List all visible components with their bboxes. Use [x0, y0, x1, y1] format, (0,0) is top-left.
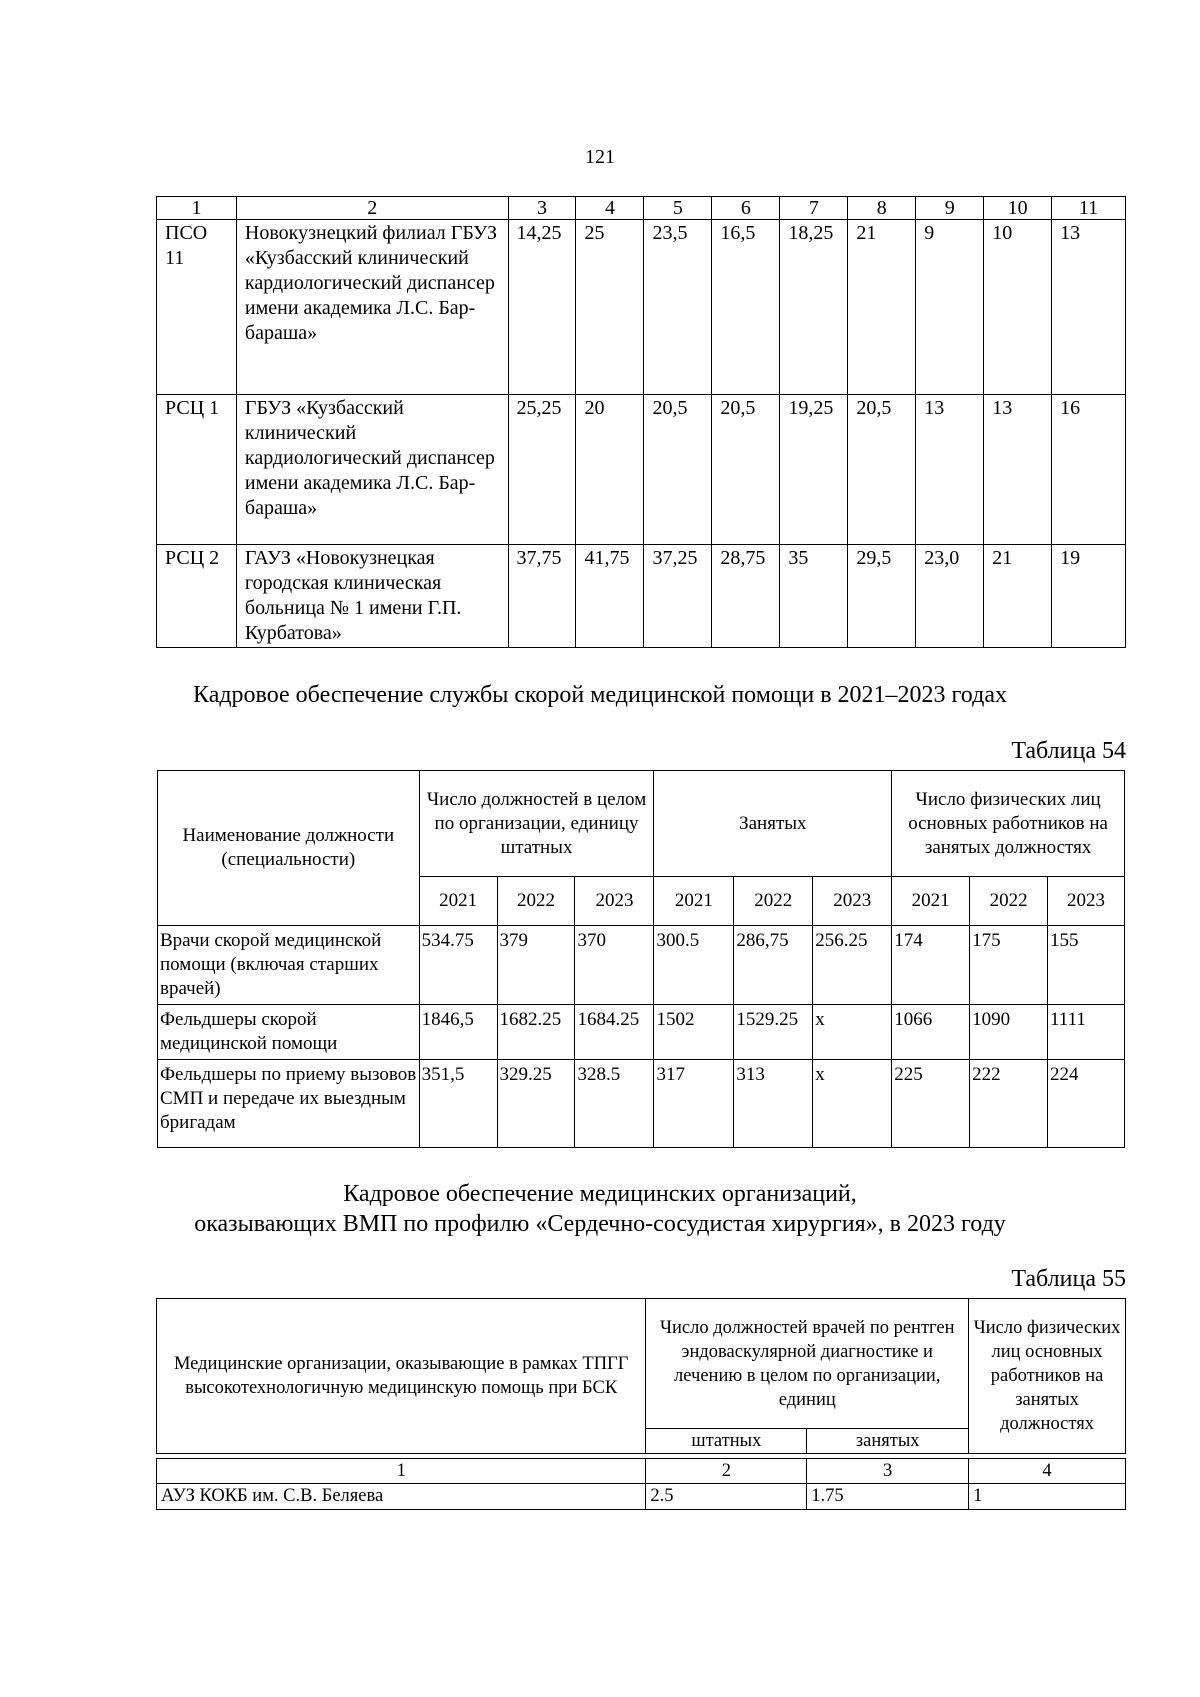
cell-value: 1502 — [654, 1005, 734, 1060]
cell-value: 13 — [916, 395, 984, 545]
column-number: 10 — [984, 197, 1052, 220]
cell-value: 222 — [970, 1060, 1048, 1148]
organization-name: Новокузнецкий филиал ГБУЗ «Кузбасский клинический кардиологический диспансер имени академика Л.С. Бар-бараша» — [236, 220, 508, 395]
year-header: 2023 — [575, 877, 654, 926]
center-code: ПСО 11 — [157, 220, 237, 395]
cell-value: x — [813, 1005, 892, 1060]
section-title-line1: Кадровое обеспечение медицинских организаций, — [343, 1181, 857, 1207]
cell-value: 20,5 — [644, 395, 712, 545]
table-label: Таблица 54 — [1011, 738, 1126, 764]
column-subheader: занятых — [807, 1429, 969, 1454]
section-title-line2: оказывающих ВМП по профилю «Сердечно-сосудистая хирургия», в 2023 году — [194, 1211, 1006, 1237]
cell-value: 328.5 — [575, 1060, 654, 1148]
cell-value: 16,5 — [712, 220, 780, 395]
cell-value: 19,25 — [780, 395, 848, 545]
cell-value: 1684.25 — [575, 1005, 654, 1060]
table-row — [158, 1060, 1125, 1148]
column-number: 2 — [646, 1459, 807, 1484]
column-number: 9 — [916, 197, 984, 220]
column-header: Число физических лиц основных работников на занятых должностях — [969, 1299, 1126, 1454]
center-code: РСЦ 2 — [157, 545, 237, 648]
cell-value: 23,0 — [916, 545, 984, 648]
cell-value: 534.75 — [419, 926, 497, 1005]
cell-value: 13 — [1052, 220, 1126, 395]
cell-value: 379 — [497, 926, 575, 1005]
cell-value: 286,75 — [734, 926, 813, 1005]
column-number: 4 — [969, 1459, 1126, 1484]
cell-value: 1 — [969, 1484, 1126, 1510]
column-header: Наименование должности (специальности) — [158, 771, 420, 926]
table-header-row — [157, 197, 1126, 220]
page-number: 121 — [585, 146, 615, 168]
year-header: 2021 — [892, 877, 970, 926]
cell-value: 9 — [916, 220, 984, 395]
emergency-staffing-table — [157, 770, 1125, 1148]
cell-value: 329.25 — [497, 1060, 575, 1148]
cell-value: 1682.25 — [497, 1005, 575, 1060]
cell-value: x — [813, 1060, 892, 1148]
cell-value: 10 — [984, 220, 1052, 395]
column-group-header: Число физических лиц основных работников на занятых должностях — [892, 771, 1125, 877]
numbering-row — [157, 1459, 1126, 1484]
center-code: РСЦ 1 — [157, 395, 237, 545]
table-row — [158, 926, 1125, 1005]
cell-value: 155 — [1048, 926, 1125, 1005]
cell-value: 1090 — [970, 1005, 1048, 1060]
year-header: 2022 — [497, 877, 575, 926]
column-number: 4 — [576, 197, 644, 220]
column-number: 6 — [712, 197, 780, 220]
cell-value: 29,5 — [848, 545, 916, 648]
cell-value: 175 — [970, 926, 1048, 1005]
table-label: Таблица 55 — [1011, 1266, 1126, 1292]
table-row — [157, 545, 1126, 648]
column-number: 11 — [1052, 197, 1126, 220]
cell-value: 20 — [576, 395, 644, 545]
cell-value: 41,75 — [576, 545, 644, 648]
column-number: 2 — [236, 197, 508, 220]
cell-value: 1066 — [892, 1005, 970, 1060]
cell-value: 174 — [892, 926, 970, 1005]
year-header: 2023 — [1048, 877, 1125, 926]
cell-value: 256.25 — [813, 926, 892, 1005]
year-header: 2023 — [813, 877, 892, 926]
cell-value: 21 — [984, 545, 1052, 648]
column-group-header: Занятых — [654, 771, 892, 877]
table-row — [157, 1484, 1126, 1510]
cell-value: 225 — [892, 1060, 970, 1148]
cell-value: 23,5 — [644, 220, 712, 395]
cell-value: 317 — [654, 1060, 734, 1148]
table-row — [157, 220, 1126, 395]
column-subheader: штатных — [646, 1429, 807, 1454]
cell-value: 37,75 — [508, 545, 576, 648]
cell-value: 351,5 — [419, 1060, 497, 1148]
cell-value: 1529.25 — [734, 1005, 813, 1060]
year-header: 2021 — [654, 877, 734, 926]
cell-value: 18,25 — [780, 220, 848, 395]
cell-value: 13 — [984, 395, 1052, 545]
cell-value: 1111 — [1048, 1005, 1125, 1060]
column-number: 1 — [157, 197, 237, 220]
column-header: Медицинские организации, оказывающие в рамках ТПГГ высокотехнологичную медицинскую помощь при БСК — [157, 1299, 646, 1454]
cell-value: 2.5 — [646, 1484, 807, 1510]
staffing-table-continued — [156, 196, 1126, 648]
column-group-header: Число должностей врачей по рентген эндоваскулярной диагностике и лечению в целом по организации, единиц — [646, 1299, 969, 1429]
table-header-row — [157, 1299, 1126, 1429]
cell-value: 370 — [575, 926, 654, 1005]
cell-value: 25 — [576, 220, 644, 395]
section-title: Кадровое обеспечение службы скорой медицинской помощи в 2021–2023 годах — [193, 682, 1007, 708]
table-header-row — [158, 771, 1125, 877]
cell-value: 37,25 — [644, 545, 712, 648]
cell-value: 28,75 — [712, 545, 780, 648]
cell-value: 19 — [1052, 545, 1126, 648]
cardio-surgery-staffing-table — [156, 1298, 1126, 1510]
organization-name: ГАУЗ «Новокузнецкая городская клиническая больница № 1 имени Г.П. Курбатова» — [236, 545, 508, 648]
column-group-header: Число должностей в целом по организации, единицу штатных — [419, 771, 654, 877]
table-row — [157, 395, 1126, 545]
table-row — [158, 1005, 1125, 1060]
cell-value: 20,5 — [712, 395, 780, 545]
column-number: 1 — [157, 1459, 646, 1484]
cell-value: 313 — [734, 1060, 813, 1148]
cell-value: 16 — [1052, 395, 1126, 545]
cell-value: 35 — [780, 545, 848, 648]
column-number: 3 — [508, 197, 576, 220]
cell-value: 21 — [848, 220, 916, 395]
cell-value: 1.75 — [807, 1484, 969, 1510]
organization-name: АУЗ КОКБ им. С.В. Беляева — [157, 1484, 646, 1510]
year-header: 2021 — [419, 877, 497, 926]
column-number: 5 — [644, 197, 712, 220]
organization-name: ГБУЗ «Кузбасский клинический кардиологический диспансер имени академика Л.С. Бар-бараша» — [236, 395, 508, 545]
cell-value: 300.5 — [654, 926, 734, 1005]
position-name: Врачи скорой медицинской помощи (включая старших врачей) — [158, 926, 420, 1005]
cell-value: 1846,5 — [419, 1005, 497, 1060]
position-name: Фельдшеры по приему вызовов СМП и передаче их выездным бригадам — [158, 1060, 420, 1148]
column-number: 8 — [848, 197, 916, 220]
cell-value: 14,25 — [508, 220, 576, 395]
column-number: 7 — [780, 197, 848, 220]
cell-value: 25,25 — [508, 395, 576, 545]
year-header: 2022 — [970, 877, 1048, 926]
cell-value: 20,5 — [848, 395, 916, 545]
cell-value: 224 — [1048, 1060, 1125, 1148]
year-header: 2022 — [734, 877, 813, 926]
position-name: Фельдшеры скорой медицинской помощи — [158, 1005, 420, 1060]
column-number: 3 — [807, 1459, 969, 1484]
